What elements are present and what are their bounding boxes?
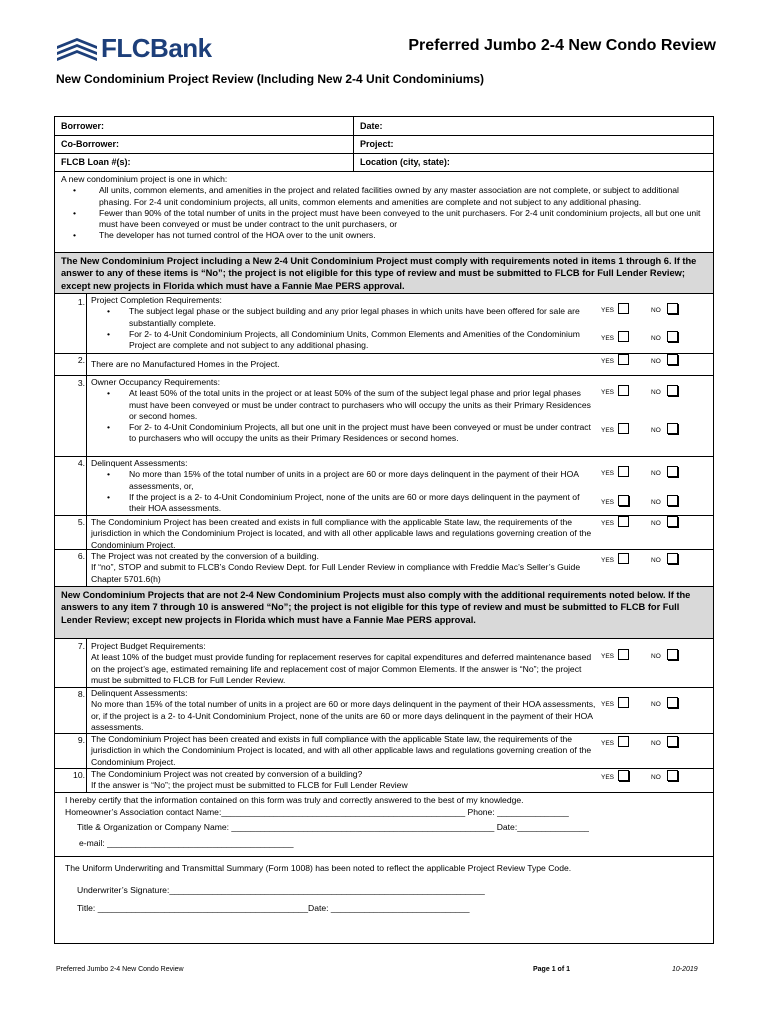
no-label: NO: [651, 499, 661, 506]
no-checkbox[interactable]: [667, 385, 678, 396]
item-title: Project Completion Requirements:: [91, 295, 222, 305]
row-coborrower: [55, 135, 713, 154]
flcbank-logo: [55, 33, 212, 64]
yes-label: YES: [601, 774, 615, 781]
item-title: Delinquent Assessments:: [91, 458, 188, 468]
yes-label: YES: [601, 701, 615, 708]
no-checkbox[interactable]: [667, 495, 678, 506]
yes-label: YES: [601, 358, 615, 365]
row-borrower: [55, 117, 713, 136]
item-10-text: [91, 769, 596, 792]
no-checkbox[interactable]: [667, 423, 678, 434]
yes-label: YES: [601, 335, 615, 342]
footer-form-name: Preferred Jumbo 2-4 New Condo Review: [56, 966, 184, 973]
footer-page-number: [533, 966, 570, 973]
no-checkbox[interactable]: [667, 697, 678, 708]
row-divider: [55, 792, 713, 793]
no-checkbox[interactable]: [667, 303, 678, 314]
yes-label: YES: [601, 307, 615, 314]
intro-lead: A new condominium project is one in which:: [61, 174, 228, 184]
no-label: NO: [651, 653, 661, 660]
yes-checkbox[interactable]: [618, 466, 629, 477]
borrower-field[interactable]: Borrower:: [61, 121, 105, 131]
no-checkbox[interactable]: [667, 553, 678, 564]
item-bullet: • No more than 15% of the total number of units in a project are 60 or more days delinquent in the payment of their HOA assessments, or,: [117, 469, 596, 492]
page-of: of: [557, 966, 565, 973]
row-divider: [55, 456, 713, 457]
item-number: 8.: [77, 689, 85, 699]
no-label: NO: [651, 427, 661, 434]
review-form: [54, 116, 714, 944]
item-9-text: The Condominium Project has been created and exists in full compliance with the applicable State law, the requirements of the jurisdiction in which the Condominium Project is located, and with all other applicable laws and regulations governing creation of the Condominium Project.: [91, 734, 592, 767]
item-number: 4.: [77, 458, 85, 468]
no-label: NO: [651, 307, 661, 314]
item-line: The Condominium Project was not created by conversion of a building?: [91, 769, 363, 779]
yes-label: YES: [601, 427, 615, 434]
no-label: NO: [651, 701, 661, 708]
yes-label: YES: [601, 470, 615, 477]
item-2-text: There are no Manufactured Homes in the Project.: [91, 359, 280, 369]
title-organization-field[interactable]: Title & Organization or Company Name: _______________________________________________________ Date:_______________: [77, 822, 589, 832]
page-total: 1: [566, 966, 571, 973]
no-label: NO: [651, 470, 661, 477]
yes-checkbox[interactable]: [618, 516, 629, 527]
document-subtitle: New Condominium Project Review (Including New 2-4 Unit Condominiums): [56, 72, 485, 86]
logo-chevrons-icon: [55, 37, 99, 61]
no-checkbox[interactable]: [667, 331, 678, 342]
item-line: The Project was not created by the conversion of a building.: [91, 551, 319, 561]
no-checkbox[interactable]: [667, 736, 678, 747]
project-field[interactable]: Project:: [360, 139, 394, 149]
yes-checkbox[interactable]: [618, 553, 629, 564]
number-column-divider: [86, 639, 87, 792]
item-6-text: [91, 551, 596, 585]
header-divider: [353, 117, 354, 171]
no-checkbox[interactable]: [667, 770, 678, 781]
item-bullet: • For 2- to 4-Unit Condominium Projects, all but one unit in the project must have been conveyed or must be under contract to purchasers who will occupy the units as their Primary Residences or second homes.: [117, 422, 596, 445]
item-bullet: • For 2- to 4-Unit Condominium Projects, all Condominium Units, Common Elements and Amenities of the Condominium Project are complete and not subject to any additional phasing.: [117, 329, 596, 352]
item-title: Project Budget Requirements:: [91, 641, 206, 651]
yes-label: YES: [601, 499, 615, 506]
item-number: 7.: [77, 641, 85, 651]
no-label: NO: [651, 740, 661, 747]
document-title: Preferred Jumbo 2-4 New Condo Review: [408, 37, 716, 54]
no-checkbox[interactable]: [667, 354, 678, 365]
number-column-divider: [86, 294, 87, 586]
location-field[interactable]: Location (city, state):: [360, 157, 450, 167]
intro-bullet: • All units, common elements, and amenities in the project and related facilities owned by any master association are not complete, or subject to additional phasing. For 2-4 unit condominium projects, all units, common elements and amenities are complete and not subject to any additional phasing.: [85, 185, 701, 208]
row-loan: [55, 153, 713, 172]
item-line: If the answer is “No”; the project must be submitted to FLCB for Full Lender Review: [91, 780, 408, 791]
item-8-text: [91, 688, 596, 733]
loan-number-field[interactable]: FLCB Loan #(s):: [61, 157, 131, 167]
item-4-text: [91, 458, 596, 514]
item-5-text: The Condominium Project has been created and exists in full compliance with the applicable State law, the requirements of the jurisdiction in which the Condominium Project is located, and with all other applicable laws and regulations governing creation of the Condominium Project.: [91, 517, 592, 550]
yes-checkbox[interactable]: [618, 303, 629, 314]
no-label: NO: [651, 335, 661, 342]
section-divider: [55, 856, 713, 857]
intro-bullet: • The developer has not turned control of the HOA over to the unit owners.: [85, 230, 701, 241]
page-current: 1: [551, 966, 556, 973]
underwriter-title-date-field[interactable]: Title: ____________________________________________Date: _____________________________: [77, 903, 470, 913]
item-line: If “no”, STOP and submit to FLCB’s Condo Review Dept. for Full Lender Review in compliance with Freddie Mac’s Seller’s Guide Chapter 5701.6(h): [91, 562, 581, 584]
item-bullet: • The subject legal phase or the subject building and any prior legal phases in which units have been offered for sale are substantially complete.: [117, 306, 596, 329]
date-field[interactable]: Date:: [360, 121, 383, 131]
intro-bullet: • Fewer than 90% of the total number of units in the project must have been conveyed to the unit purchasers. For 2-4 unit condominium projects, all but one unit must have been conveyed or must be under contract to the unit purchasers, or: [85, 208, 701, 231]
yes-checkbox[interactable]: [618, 385, 629, 396]
underwriter-signature-field[interactable]: Underwriter’s Signature:__________________________________________________________________: [77, 885, 485, 895]
row-divider: [55, 515, 713, 516]
item-number: 2.: [77, 355, 85, 365]
item-line: No more than 15% of the total number of units in a project are 60 or more days delinquent in the payment of their HOA assessments, or, if the project is a 2- to 4-Unit Condominium Project, none of the units are 60 or more days delinquent in the payment of their HOA assessments.: [91, 699, 596, 732]
row-divider: [55, 353, 713, 354]
yes-label: YES: [601, 653, 615, 660]
item-number: 5.: [77, 517, 85, 527]
yes-label: YES: [601, 557, 615, 564]
yes-checkbox[interactable]: [618, 736, 629, 747]
item-3-text: [91, 377, 596, 445]
yes-checkbox[interactable]: [618, 331, 629, 342]
item-line: At least 10% of the budget must provide funding for replacement reserves for capital expenditures and deferred maintenance based on the project’s age, estimated remaining life and replacement cost of major Common Elements. If the answer is “No”; the project must be submitted to FLCB for Full Lender Review.: [91, 652, 592, 685]
email-field[interactable]: e-mail: _______________________________________: [79, 838, 294, 848]
no-label: NO: [651, 774, 661, 781]
page-prefix: Page: [533, 966, 550, 973]
certification-statement: I hereby certify that the information contained on this form was truly and correctly answered to the best of my knowledge.: [65, 795, 524, 805]
hoa-contact-field[interactable]: Homeowner’s Association contact Name:___________________________________________________ Phone: _______________: [65, 807, 569, 817]
co-borrower-field[interactable]: Co-Borrower:: [61, 139, 119, 149]
item-title: Delinquent Assessments:: [91, 688, 188, 698]
no-label: NO: [651, 557, 661, 564]
yes-label: YES: [601, 389, 615, 396]
yes-checkbox[interactable]: [618, 423, 629, 434]
item-number: 6.: [77, 551, 85, 561]
item-1-text: [91, 295, 596, 351]
logo-text: FLCBank: [101, 33, 212, 63]
no-checkbox[interactable]: [667, 466, 678, 477]
yes-checkbox[interactable]: [618, 495, 629, 506]
row-divider: [55, 375, 713, 376]
no-label: NO: [651, 520, 661, 527]
underwriting-statement: The Uniform Underwriting and Transmittal Summary (Form 1008) has been noted to reflect the applicable Project Review Type Code.: [65, 863, 572, 873]
section2-heading: New Condominium Projects that are not 2-4 New Condominium Projects must also comply with the additional requirements noted below. If the answers to any item 7 through 10 is answered “No”; the project is not eligible for this type of review and must be submitted to FLCB for Full Lender Review; except new projects in Florida which must have a Fannie Mae PERS approval.: [55, 586, 713, 639]
section1-heading: The New Condominium Project including a New 2-4 Unit Condominium Project must comply with requirements noted in items 1 through 6. If the answer to any of these items is “No”; the project is not eligible for this type of review and must be submitted to FLCB for Full Lender Review; except new projects in Florida which must have a Fannie Mae PERS approval.: [55, 252, 713, 294]
item-number: 3.: [77, 378, 85, 388]
item-title: Owner Occupancy Requirements:: [91, 377, 220, 387]
no-label: NO: [651, 389, 661, 396]
yes-checkbox[interactable]: [618, 770, 629, 781]
no-checkbox[interactable]: [667, 649, 678, 660]
yes-checkbox[interactable]: [618, 649, 629, 660]
item-number: 1.: [77, 297, 85, 307]
item-number: 9.: [77, 735, 85, 745]
no-checkbox[interactable]: [667, 516, 678, 527]
yes-checkbox[interactable]: [618, 354, 629, 365]
yes-label: YES: [601, 520, 615, 527]
yes-label: YES: [601, 740, 615, 747]
footer-date: 10-2019: [672, 966, 698, 973]
item-bullet: • If the project is a 2- to 4-Unit Condominium Project, none of the units are 60 or more days delinquent in the payment of their HOA assessments.: [117, 492, 596, 515]
yes-checkbox[interactable]: [618, 697, 629, 708]
no-label: NO: [651, 358, 661, 365]
item-7-text: [91, 641, 596, 686]
item-bullet: • At least 50% of the total units in the project or at least 50% of the sum of the subject legal phase and prior legal phases must have been conveyed or must be under contract to purchasers who will occupy the units as their Primary Residences or second homes.: [117, 388, 596, 422]
intro-block: [61, 174, 701, 242]
item-number: 10.: [73, 770, 85, 780]
